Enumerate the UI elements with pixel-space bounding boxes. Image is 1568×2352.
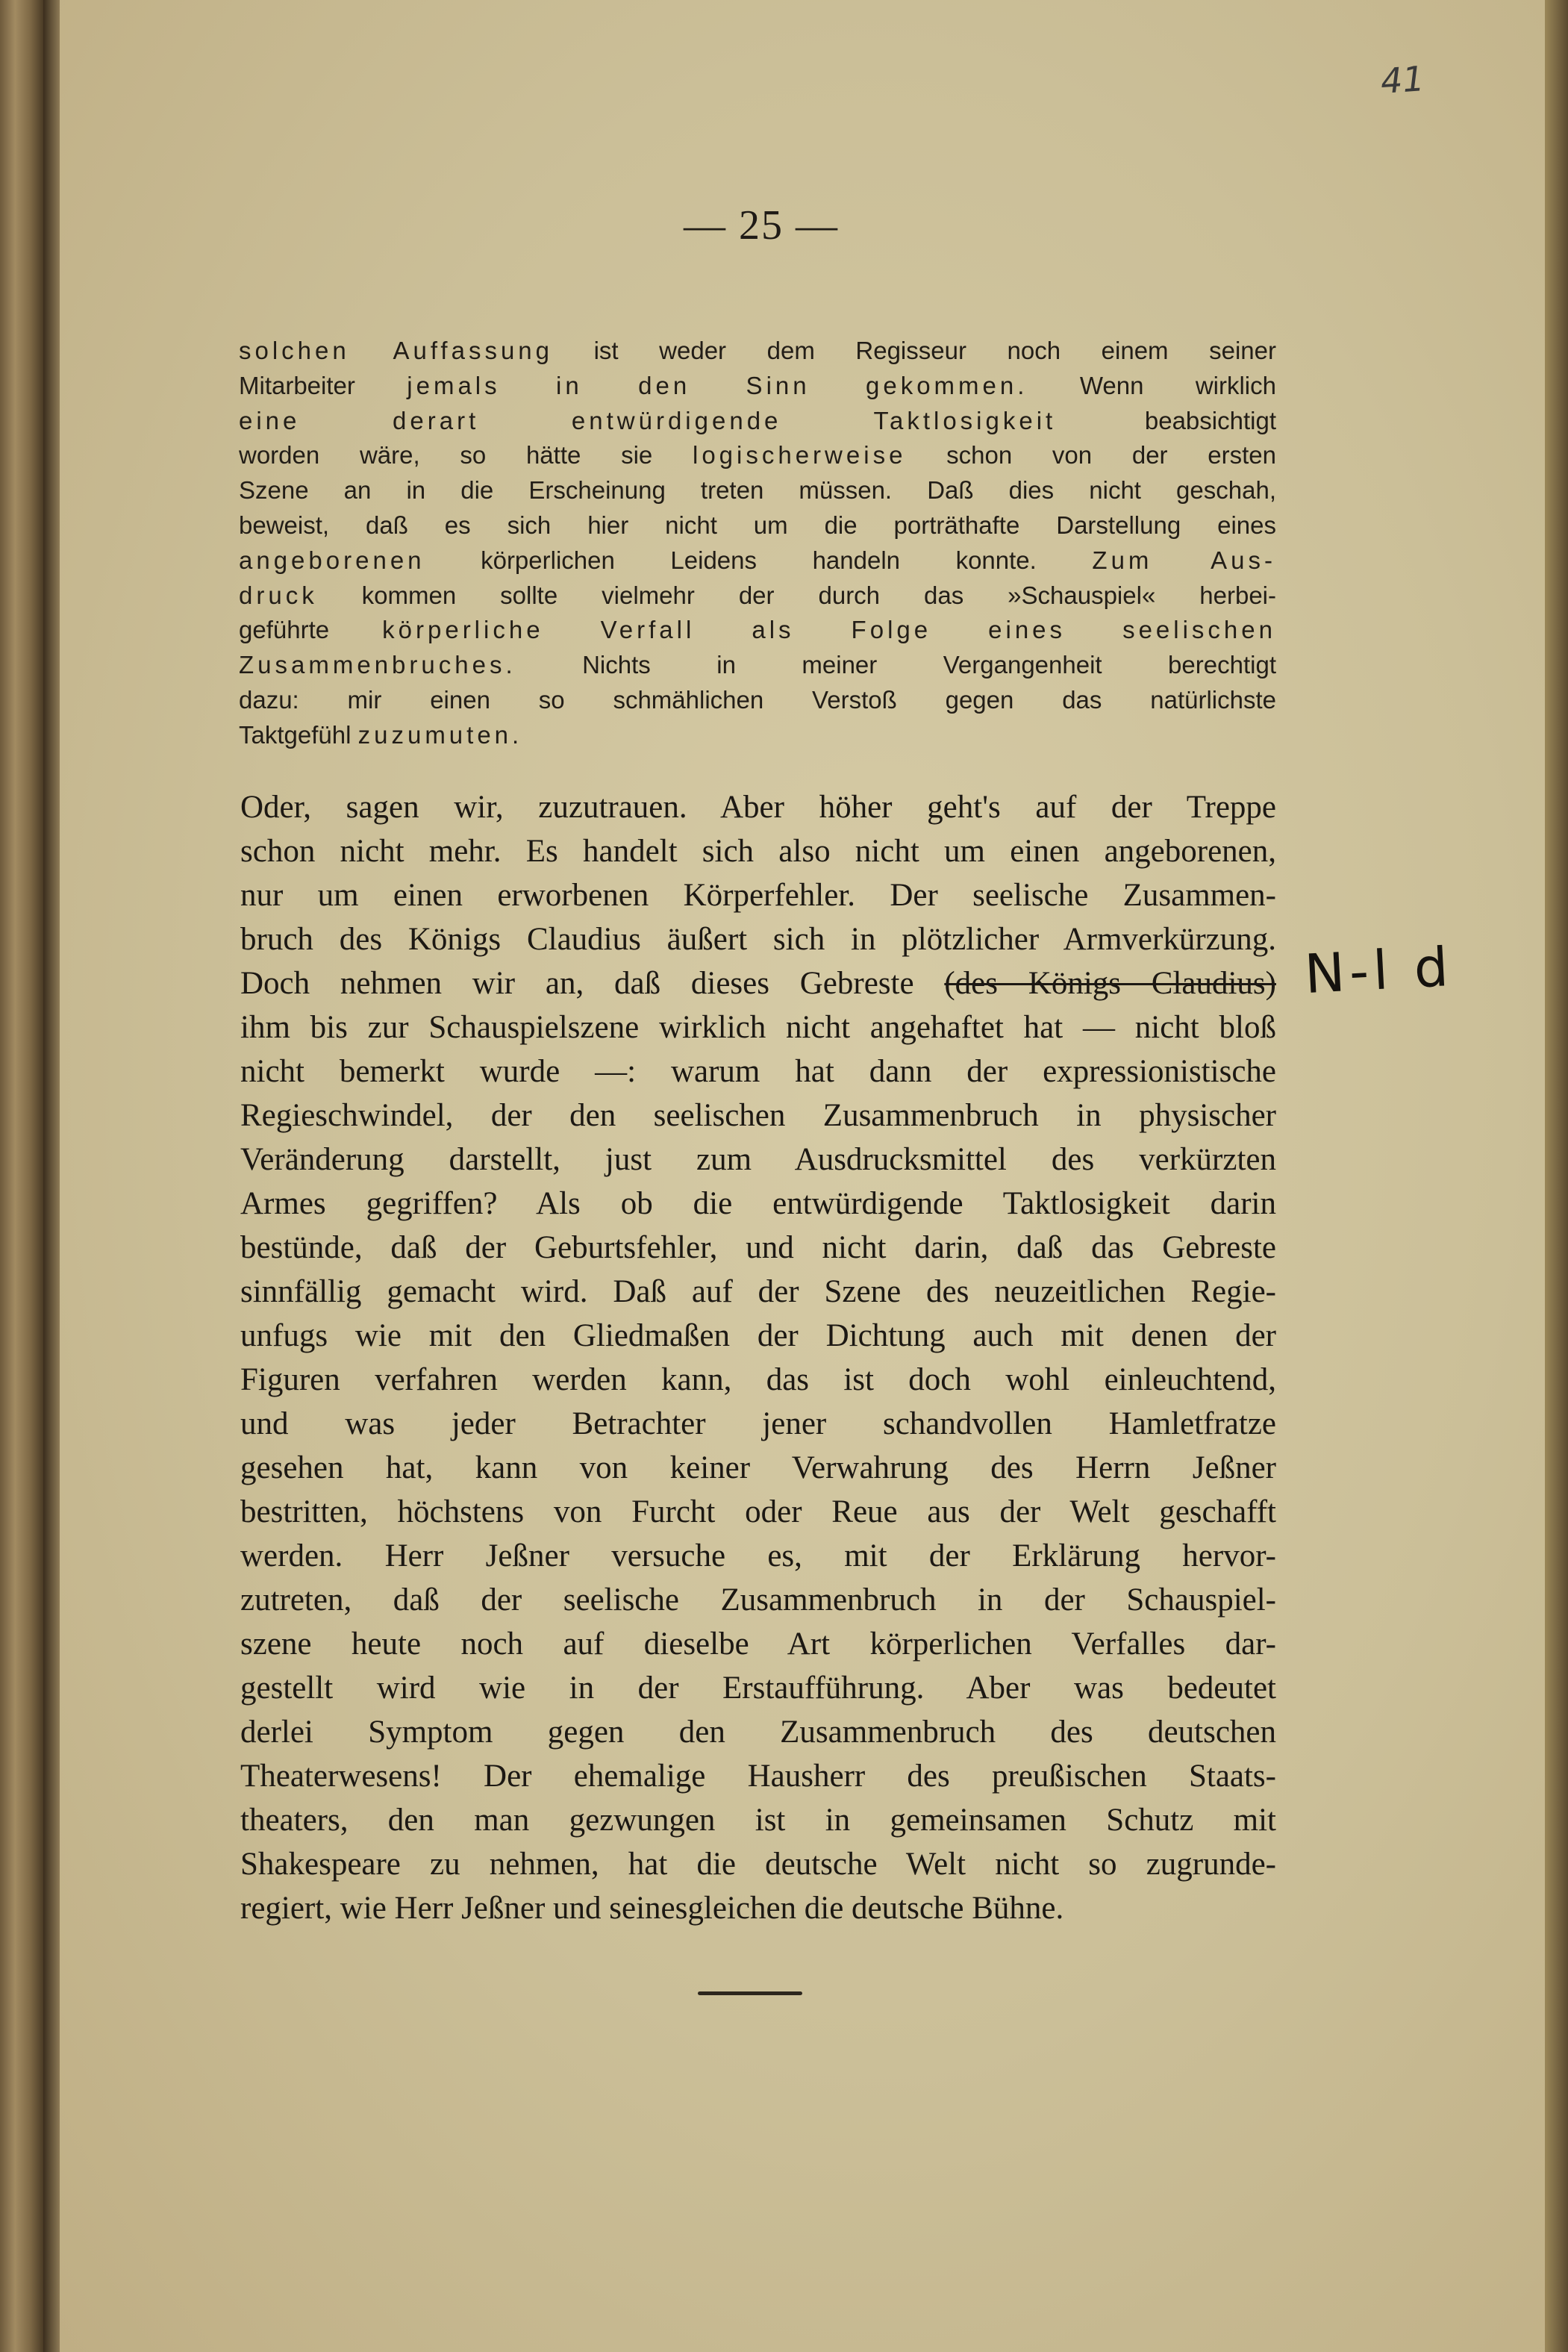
emphasized-spaced-text: logischerweise bbox=[692, 441, 907, 470]
quote-text-line: beweist, daß es sich hier nicht um die porträthafte Darstellung eines bbox=[239, 511, 1276, 539]
quote-text-line: druck kommen sollte vielmehr der durch das »Schauspiel« herbei- bbox=[239, 581, 1276, 609]
body-text-line: derlei Symptom gegen den Zusammenbruch des deutschen bbox=[240, 1715, 1276, 1750]
body-text-line: Shakespeare zu nehmen, hat die deutsche Welt nicht so zugrunde- bbox=[240, 1847, 1276, 1882]
quote-text-line: Taktgefühl zuzumuten. bbox=[239, 720, 523, 749]
body-text-line: schon nicht mehr. Es handelt sich also nicht um einen angeborenen, bbox=[240, 834, 1276, 869]
body-text-line: Doch nehmen wir an, daß dieses Gebreste (des Königs Claudius) bbox=[240, 966, 1276, 1001]
emphasized-spaced-text: Zusammenbruches. bbox=[239, 651, 516, 679]
emphasized-spaced-text: jemals in den Sinn gekommen. bbox=[407, 371, 1028, 399]
body-text-line: bestünde, daß der Geburtsfehler, und nicht darin, daß das Gebreste bbox=[240, 1230, 1276, 1265]
body-text-line: nur um einen erworbenen Körperfehler. Der seelische Zusammen- bbox=[240, 878, 1276, 913]
quote-text-line: Mitarbeiter jemals in den Sinn gekommen. Wenn wirklich bbox=[239, 371, 1276, 399]
quote-text-line: solchen Auffassung ist weder dem Regisseur noch einem seiner bbox=[239, 337, 1276, 364]
page-number: — 25 — bbox=[684, 202, 839, 249]
emphasized-spaced-text: körperliche Verfall als Folge eines seelischen bbox=[382, 616, 1276, 644]
quote-text-line: geführte körperliche Verfall als Folge eines seelischen bbox=[239, 616, 1276, 644]
body-text-line: bestritten, höchstens von Furcht oder Reue aus der Welt geschafft bbox=[240, 1494, 1276, 1529]
body-text-line: und was jeder Betrachter jener schandvollen Hamletfratze bbox=[240, 1406, 1276, 1441]
gutter-shadow bbox=[43, 0, 60, 2352]
body-text-line: Armes gegriffen? Als ob die entwürdigende Taktlosigkeit darin bbox=[240, 1186, 1276, 1221]
body-text-line: gestellt wird wie in der Erstaufführung. Aber was bedeutet bbox=[240, 1671, 1276, 1706]
body-text-line: bruch des Königs Claudius äußert sich in plötzlicher Armverkürzung. bbox=[240, 922, 1276, 957]
body-text-line: Oder, sagen wir, zuzutrauen. Aber höher geht's auf der Treppe bbox=[240, 790, 1276, 825]
quote-text-line: Szene an in die Erscheinung treten müssen. Daß dies nicht geschah, bbox=[239, 476, 1276, 505]
emphasized-spaced-text: druck bbox=[239, 581, 318, 609]
body-text-line: szene heute noch auf dieselbe Art körperlichen Verfalles dar- bbox=[240, 1626, 1276, 1662]
body-text-line: gesehen hat, kann von keiner Verwahrung des Herrn Jeßner bbox=[240, 1450, 1276, 1485]
body-text-line: Theaterwesens! Der ehemalige Hausherr des preußischen Staats- bbox=[240, 1759, 1276, 1794]
emphasized-spaced-text: zuzumuten. bbox=[357, 720, 523, 749]
quote-text-line: angeborenen körperlichen Leidens handeln konnte. Zum Aus- bbox=[239, 546, 1276, 574]
quote-text-line: Zusammenbruches. Nichts in meiner Vergangenheit berechtigt bbox=[239, 651, 1276, 679]
handwritten-margin-note: N-l d bbox=[1302, 935, 1455, 1006]
body-text-line: werden. Herr Jeßner versuche es, mit der Erklärung hervor- bbox=[240, 1538, 1276, 1573]
emphasized-spaced-text: angeborenen bbox=[239, 546, 425, 574]
body-text-line: theaters, den man gezwungen ist in gemeinsamen Schutz mit bbox=[240, 1803, 1276, 1838]
quoted-statement bbox=[239, 334, 1276, 753]
handwritten-folio-number: 41 bbox=[1379, 58, 1426, 102]
page-right-edge bbox=[1545, 0, 1568, 2352]
end-rule bbox=[698, 1991, 802, 1995]
body-text-line: zutreten, daß der seelische Zusammenbruch in der Schauspiel- bbox=[240, 1582, 1276, 1618]
quote-text-line: eine derart entwürdigende Taktlosigkeit beabsichtigt bbox=[239, 406, 1276, 434]
facing-page-edge bbox=[0, 0, 43, 2352]
body-text-line: ihm bis zur Schauspielszene wirklich nicht angehaftet hat — nicht bloß bbox=[240, 1010, 1276, 1045]
body-text-line: Veränderung darstellt, just zum Ausdrucksmittel des verkürzten bbox=[240, 1142, 1276, 1177]
emphasized-spaced-text: eine derart entwürdigende Taktlosigkeit bbox=[239, 406, 1057, 434]
emphasized-spaced-text: Zum Aus- bbox=[1092, 546, 1276, 574]
body-text-line: Figuren verfahren werden kann, das ist doch wohl einleuchtend, bbox=[240, 1362, 1276, 1397]
body-text-line: Regieschwindel, der den seelischen Zusammenbruch in physischer bbox=[240, 1098, 1276, 1133]
quote-text-line: worden wäre, so hätte sie logischerweise schon von der ersten bbox=[239, 441, 1276, 470]
body-paragraph bbox=[240, 785, 1276, 1930]
struck-through-text: (des Königs Claudius) bbox=[944, 966, 1276, 1001]
body-text-line: sinnfällig gemacht wird. Daß auf der Szene des neuzeitlichen Regie- bbox=[240, 1274, 1276, 1309]
body-text-line: regiert, wie Herr Jeßner und seinesgleichen die deutsche Bühne. bbox=[240, 1891, 1064, 1926]
body-text-line: nicht bemerkt wurde —: warum hat dann der expressionistische bbox=[240, 1054, 1276, 1089]
quote-text-line: dazu: mir einen so schmählichen Verstoß gegen das natürlichste bbox=[239, 685, 1276, 714]
body-text-line: unfugs wie mit den Gliedmaßen der Dichtung auch mit denen der bbox=[240, 1318, 1276, 1353]
emphasized-spaced-text: solchen Auffassung bbox=[239, 337, 554, 364]
